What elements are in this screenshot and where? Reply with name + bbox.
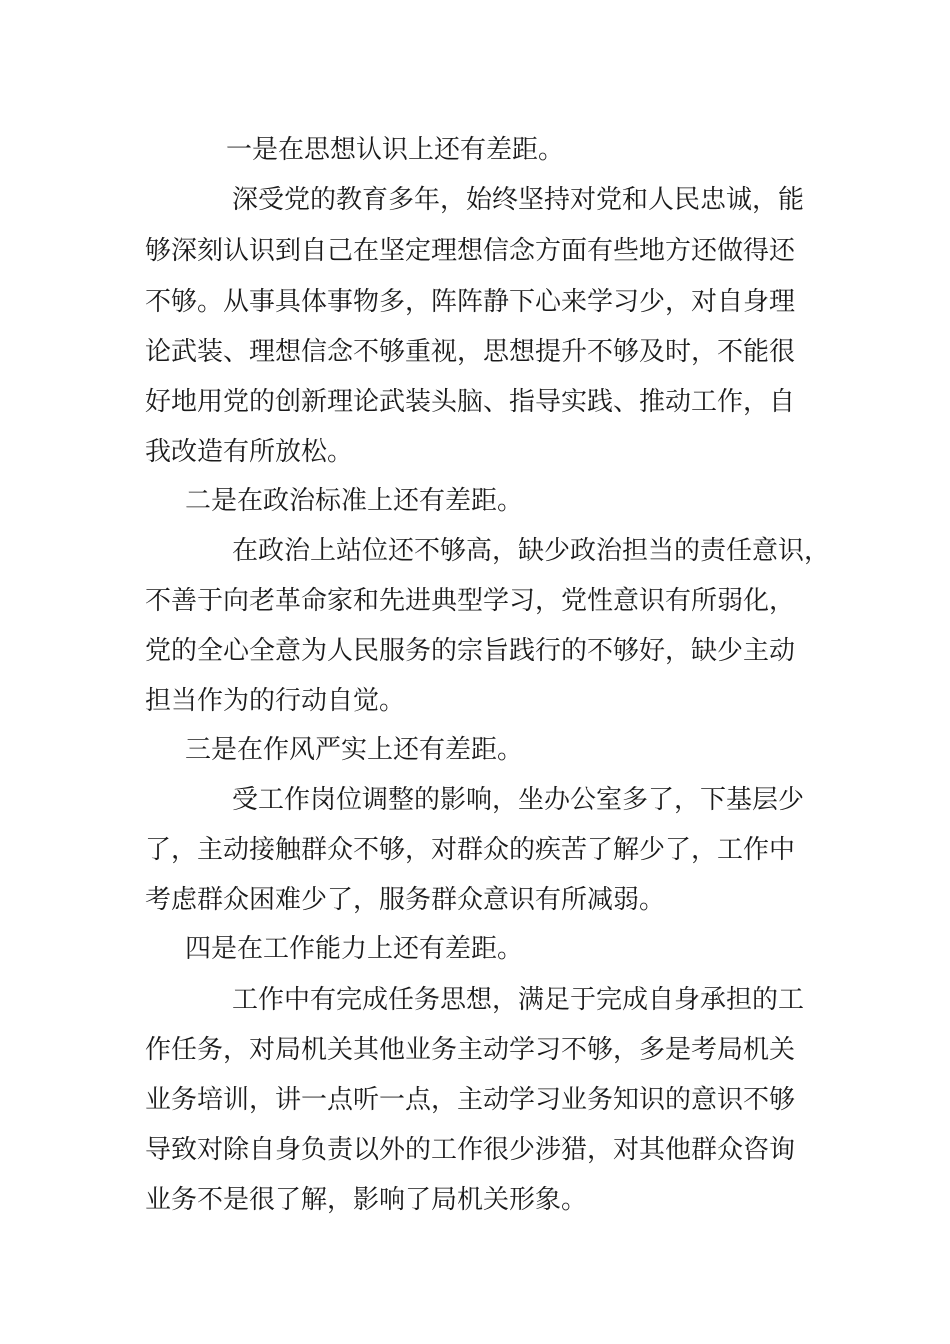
paragraph-line: 在政治上站位还不够高，缺少政治担当的责任意识，	[232, 536, 831, 566]
paragraph-line: 担当作为的行动自觉。	[145, 686, 406, 716]
paragraph-line: 考虑群众困难少了，服务群众意识有所减弱。	[145, 885, 666, 915]
section-heading-1: 一是在思想认识上还有差距。	[226, 135, 565, 165]
paragraph-line: 深受党的教育多年，始终坚持对党和人民忠诚，能	[232, 185, 805, 215]
paragraph-line: 党的全心全意为人民服务的宗旨践行的不够好，缺少主动	[145, 636, 796, 666]
section-heading-2: 二是在政治标准上还有差距。	[185, 486, 524, 516]
section-heading-3: 三是在作风严实上还有差距。	[185, 735, 524, 765]
paragraph-line: 业务不是很了解，影响了局机关形象。	[145, 1185, 588, 1215]
paragraph-line: 不够。从事具体事物多，阵阵静下心来学习少，对自身理	[145, 287, 796, 317]
paragraph-line: 好地用党的创新理论武装头脑、指导实践、推动工作，自	[145, 387, 796, 417]
paragraph-line: 论武装、理想信念不够重视，思想提升不够及时，不能很	[145, 337, 796, 367]
paragraph-line: 工作中有完成任务思想，满足于完成自身承担的工	[232, 985, 805, 1015]
section-heading-4: 四是在工作能力上还有差距。	[185, 934, 524, 964]
paragraph-line: 受工作岗位调整的影响，坐办公室多了，下基层少	[232, 785, 805, 815]
paragraph-line: 了，主动接触群众不够，对群众的疾苦了解少了，工作中	[145, 835, 796, 865]
paragraph-line: 导致对除自身负责以外的工作很少涉猎，对其他群众咨询	[145, 1135, 796, 1165]
paragraph-line: 不善于向老革命家和先进典型学习，党性意识有所弱化，	[145, 586, 796, 616]
paragraph-line: 业务培训，讲一点听一点，主动学习业务知识的意识不够	[145, 1085, 796, 1115]
paragraph-line: 作任务，对局机关其他业务主动学习不够，多是考局机关	[145, 1035, 796, 1065]
paragraph-line: 够深刻认识到自己在坚定理想信念方面有些地方还做得还	[145, 236, 796, 266]
paragraph-line: 我改造有所放松。	[145, 437, 354, 467]
